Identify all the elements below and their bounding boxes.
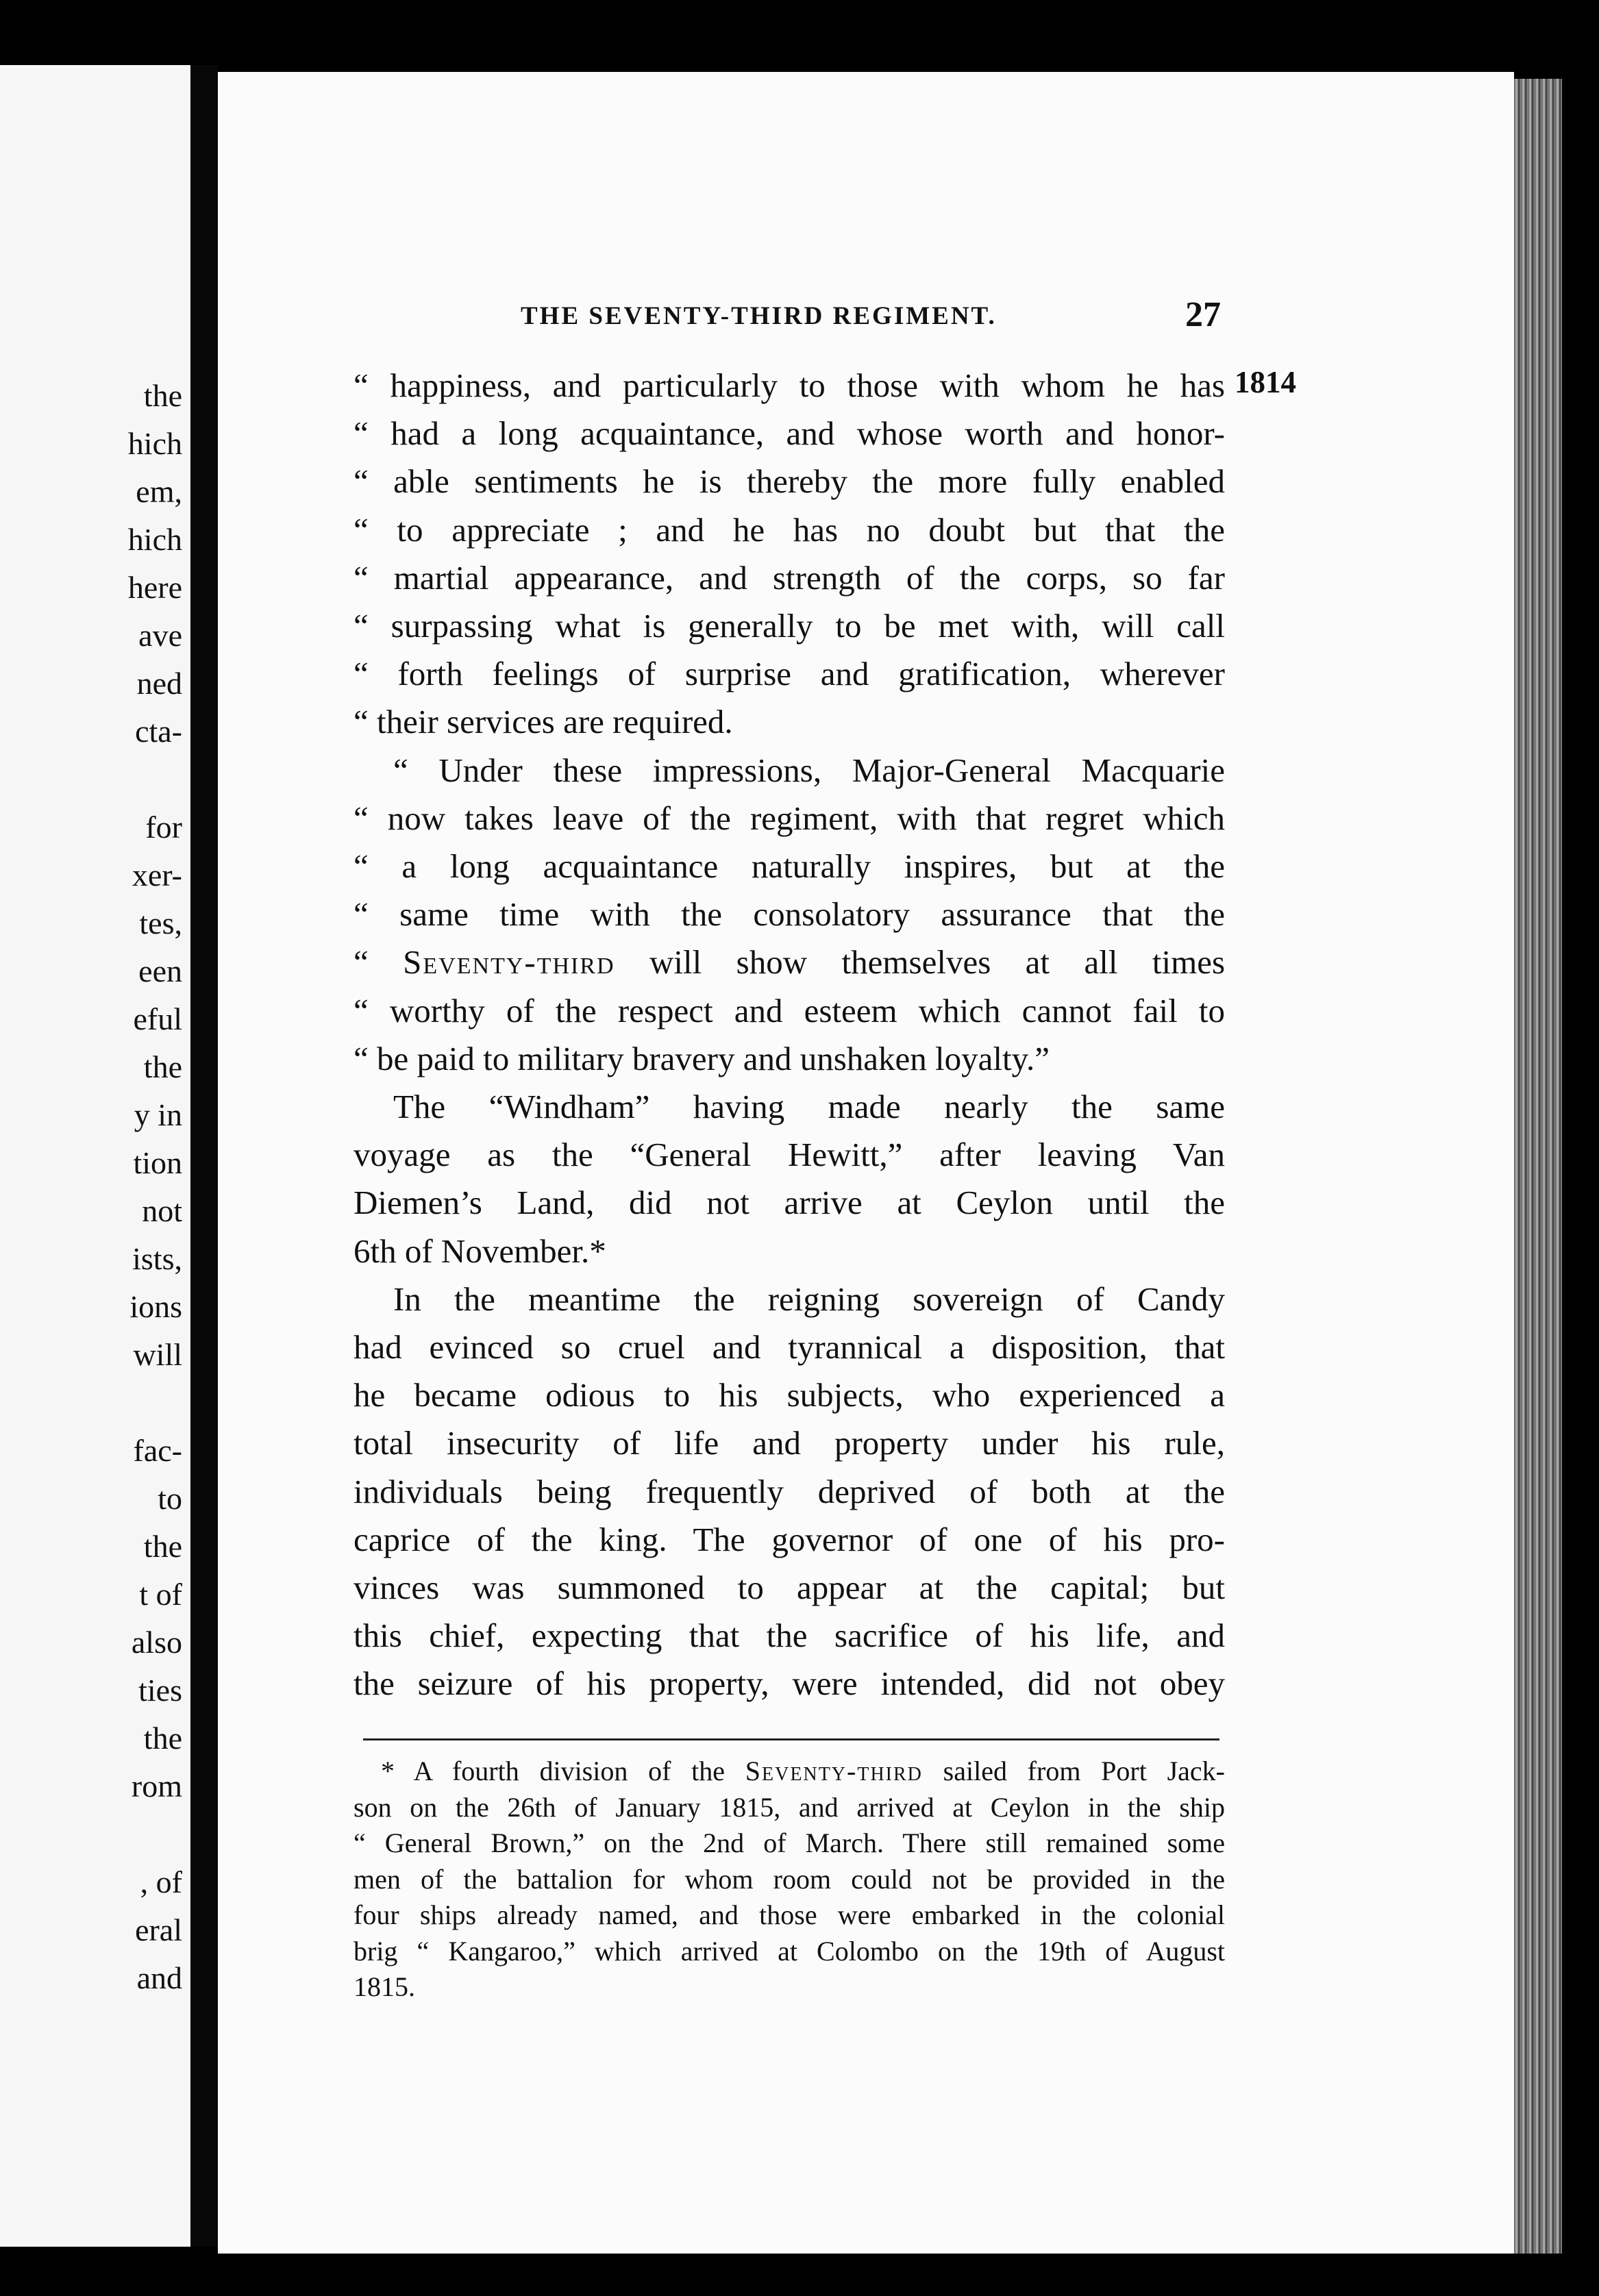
previous-page-fragment: here (127, 570, 182, 605)
previous-page-fragment: hich (127, 426, 182, 461)
text-line: caprice of the king. The governor of one of his pro- (354, 1520, 1225, 1558)
text-line: “ their services are required. (354, 703, 733, 741)
previous-page-fragment: ave (138, 618, 182, 653)
footnote-line: brig “ Kangaroo,” which arrived at Colombo on the 19th of August (354, 1935, 1225, 1967)
text-line: he became odious to his subjects, who experienced a (354, 1376, 1225, 1414)
text-line: “ martial appearance, and strength of the corps, so far (354, 558, 1225, 597)
footnote-rule (363, 1738, 1219, 1740)
text-line: “ be paid to military bravery and unshaken loyalty.” (354, 1039, 1050, 1077)
text-line: voyage as the “General Hewitt,” after leaving Van (354, 1136, 1225, 1174)
previous-page-fragment: y in (134, 1097, 182, 1132)
footnote-regiment-name: Seventy-third (745, 1756, 923, 1786)
previous-page-fragment: the (143, 1049, 182, 1084)
previous-page-fragment: hich (127, 522, 182, 557)
page-number: 27 (1185, 295, 1221, 334)
previous-page-fragment: ions (129, 1289, 182, 1324)
text-line: had evinced so cruel and tyrannical a disposition, that (354, 1328, 1225, 1367)
previous-page-fragment: t of (139, 1577, 182, 1612)
book-gutter (190, 65, 218, 2247)
text-line: Diemen’s Land, did not arrive at Ceylon until the (354, 1184, 1225, 1222)
previous-page-edge (0, 65, 190, 2247)
text-line: “ to appreciate ; and he has no doubt but that the (354, 510, 1225, 549)
previous-page-fragment: the (143, 1721, 182, 1756)
page-edges (1514, 79, 1562, 2254)
previous-page-fragment: , of (140, 1864, 182, 1899)
footnote-line: four ships already named, and those were embarked in the colonial (354, 1899, 1225, 1930)
footnote-text: sailed from Port Jack- (943, 1756, 1226, 1786)
previous-page-fragment: rom (131, 1769, 182, 1804)
previous-page-fragment: tion (133, 1145, 182, 1180)
previous-page-fragment: the (143, 378, 182, 413)
text-line: “ worthy of the respect and esteem which cannot fail to (354, 991, 1225, 1030)
text-line: “ surpassing what is generally to be met with, will call (354, 607, 1225, 645)
text-line-regiment: “ Seventy-third will show themselves at all times (354, 943, 1226, 982)
previous-page-fragment: een (138, 953, 182, 988)
text-line: 6th of November.* (354, 1232, 606, 1270)
previous-page-fragment: tes, (139, 906, 182, 940)
previous-page-fragment: will (133, 1337, 182, 1372)
footnote (354, 1754, 1225, 2006)
text-line: vinces was summoned to appear at the capital; but (354, 1569, 1225, 1607)
margin-year-note: 1814 (1235, 365, 1296, 399)
text-line: this chief, expecting that the sacrifice of his life, and (354, 1617, 1225, 1655)
previous-page-fragment: for (145, 810, 182, 845)
previous-page-fragment: ties (138, 1673, 182, 1708)
previous-page-fragment: ned (136, 666, 182, 701)
previous-page-fragment: fac- (133, 1433, 182, 1468)
footnote-marker: * A fourth division of the (381, 1756, 726, 1786)
footnote-line: men of the battalion for whom room could not be provided in the (354, 1863, 1225, 1895)
previous-page-fragment: cta- (135, 714, 182, 749)
footnote-line: son on the 26th of January 1815, and arrived at Ceylon in the ship (354, 1791, 1225, 1823)
previous-page-fragment: eful (133, 1001, 182, 1036)
text-line: “ able sentiments he is thereby the more fully enabled (354, 462, 1225, 501)
running-head: THE SEVENTY-THIRD REGIMENT. (521, 302, 997, 330)
regiment-name: Seventy-third (403, 943, 615, 982)
previous-page-fragment: to (158, 1481, 182, 1516)
footnote-line: 1815. (354, 1971, 415, 2002)
text-line: In the meantime the reigning sovereign of Candy (393, 1280, 1225, 1318)
previous-page-fragment: ists, (132, 1241, 182, 1276)
previous-page-fragment: xer- (132, 858, 182, 893)
text-line: “ forth feelings of surprise and gratification, wherever (354, 655, 1225, 693)
text-line: “ now takes leave of the regiment, with that regret which (354, 799, 1225, 837)
previous-page-fragment: eral (135, 1912, 182, 1947)
text-line: “ Under these impressions, Major-General Macquarie (393, 751, 1225, 789)
previous-page-fragment: the (143, 1529, 182, 1564)
text-line: “ a long acquaintance naturally inspires, but at the (354, 847, 1225, 886)
text-line: “ happiness, and particularly to those with whom he has (354, 366, 1225, 404)
text-line: the seizure of his property, were intended, did not obey (354, 1664, 1225, 1703)
text-line: “ had a long acquaintance, and whose worth and honor- (354, 414, 1225, 453)
text-line: total insecurity of life and property under his rule, (354, 1424, 1225, 1462)
footnote-line (354, 1754, 1225, 1790)
text-line: individuals being frequently deprived of both at the (354, 1472, 1225, 1510)
text-line: “ same time with the consolatory assurance that the (354, 895, 1225, 934)
previous-page-fragment: and (136, 1960, 182, 1995)
previous-page-fragment: not (142, 1193, 182, 1228)
body-text (354, 362, 1225, 1708)
previous-page-fragment: also (131, 1625, 182, 1660)
footnote-line: “ General Brown,” on the 2nd of March. There still remained some (354, 1827, 1225, 1858)
text-line: The “Windham” having made nearly the same (393, 1088, 1225, 1126)
previous-page-fragment: em, (136, 474, 182, 509)
